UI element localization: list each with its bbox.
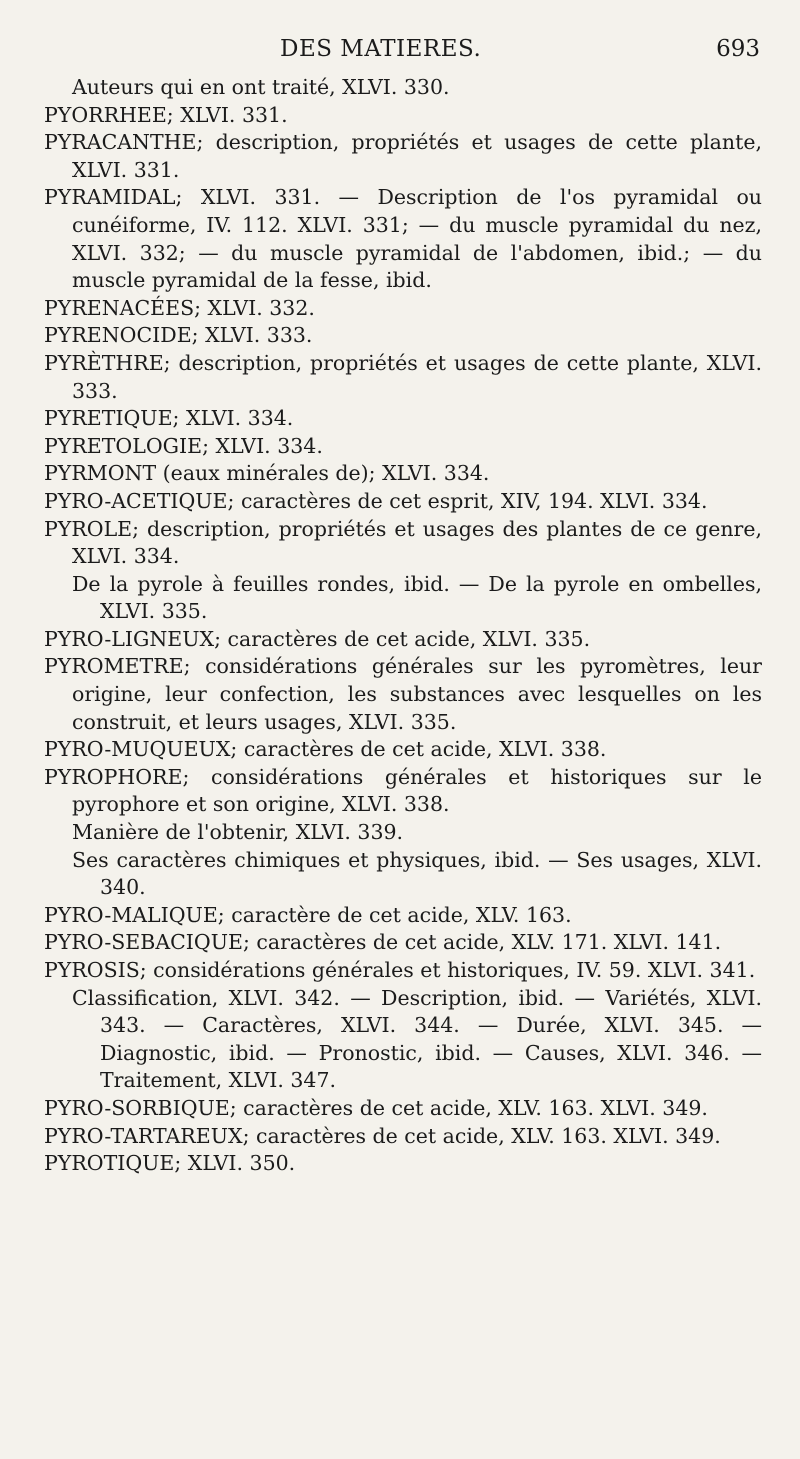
index-entry: PYRO-SEBACIQUE; caractères de cet acide, XLV. 171. XLVI. 141. xyxy=(44,930,722,955)
index-entry: PYRO-ACETIQUE; caractères de cet esprit, XIV, 194. XLVI. 334. xyxy=(44,488,708,513)
index-entry: PYROPHORE; considérations générales et historiques sur le pyrophore et son origine, XLVI. 338. xyxy=(44,764,762,817)
page-number: 693 xyxy=(716,36,760,62)
index-entry: PYRAMIDAL; XLVI. 331. — Description de l'os pyramidal ou cunéiforme, IV. 112. XLVI. 331; — du muscle pyramidal du nez, XLVI. 332; — du muscle pyramidal de l'abdomen, ibid.; — du muscle pyramidal de la fesse, ibid. xyxy=(44,185,762,293)
index-entry: PYRENOCIDE; XLVI. 333. xyxy=(44,323,313,348)
index-entry: PYRETIQUE; XLVI. 334. xyxy=(44,406,294,431)
index-entry: PYRETOLOGIE; XLVI. 334. xyxy=(44,433,323,458)
index-entry: PYRENACÉES; XLVI. 332. xyxy=(44,295,315,320)
index-entry: PYORRHEE; XLVI. 331. xyxy=(44,102,288,127)
index-entry: PYRO-SORBIQUE; caractères de cet acide, XLV. 163. XLVI. 349. xyxy=(44,1095,708,1120)
running-title: DES MATIERES. xyxy=(280,36,482,62)
index-subentry: Classification, XLVI. 342. — Description, ibid. — Variétés, XLVI. 343. — Caractères, XLVI. 344. — Durée, XLVI. 345. — Diagnostic, ibid. — Pronostic, ibid. — Causes, XLVI. 346. — Traitement, XLVI. 347. xyxy=(72,985,762,1093)
index-entry: PYRO-MALIQUE; caractère de cet acide, XLV. 163. xyxy=(44,902,572,927)
index-subentry: Ses caractères chimiques et physiques, ibid. — Ses usages, XLVI. 340. xyxy=(72,847,762,900)
page-header xyxy=(0,36,800,66)
index-entry: PYRÈTHRE; description, propriétés et usages de cette plante, XLVI. 333. xyxy=(44,350,762,403)
index-entry: PYROMETRE; considérations générales sur les pyromètres, leur origine, leur confection, les substances avec lesquelles on les construit, et leurs usages, XLVI. 335. xyxy=(44,654,762,734)
index-subentry: De la pyrole à feuilles rondes, ibid. — De la pyrole en ombelles, XLVI. 335. xyxy=(72,571,762,624)
index-entry: PYROTIQUE; XLVI. 350. xyxy=(44,1151,296,1176)
index-column xyxy=(44,74,762,1178)
index-entry: PYRO-LIGNEUX; caractères de cet acide, XLVI. 335. xyxy=(44,626,591,651)
index-entry: PYROSIS; considérations générales et historiques, IV. 59. XLVI. 341. xyxy=(44,958,756,982)
index-entry: PYROLE; description, propriétés et usages des plantes de ce genre, XLVI. 334. xyxy=(44,516,762,569)
index-entry: PYRACANTHE; description, propriétés et usages de cette plante, XLVI. 331. xyxy=(44,130,762,182)
index-continuation-line: Auteurs qui en ont traité, XLVI. 330. xyxy=(72,75,450,99)
index-entry: PYRO-MUQUEUX; caractères de cet acide, XLVI. 338. xyxy=(44,737,607,762)
index-entry: PYRMONT (eaux minérales de); XLVI. 334. xyxy=(44,461,490,486)
index-subentry: Manière de l'obtenir, XLVI. 339. xyxy=(72,820,404,845)
index-entry: PYRO-TARTAREUX; caractères de cet acide, XLV. 163. XLVI. 349. xyxy=(44,1123,721,1148)
